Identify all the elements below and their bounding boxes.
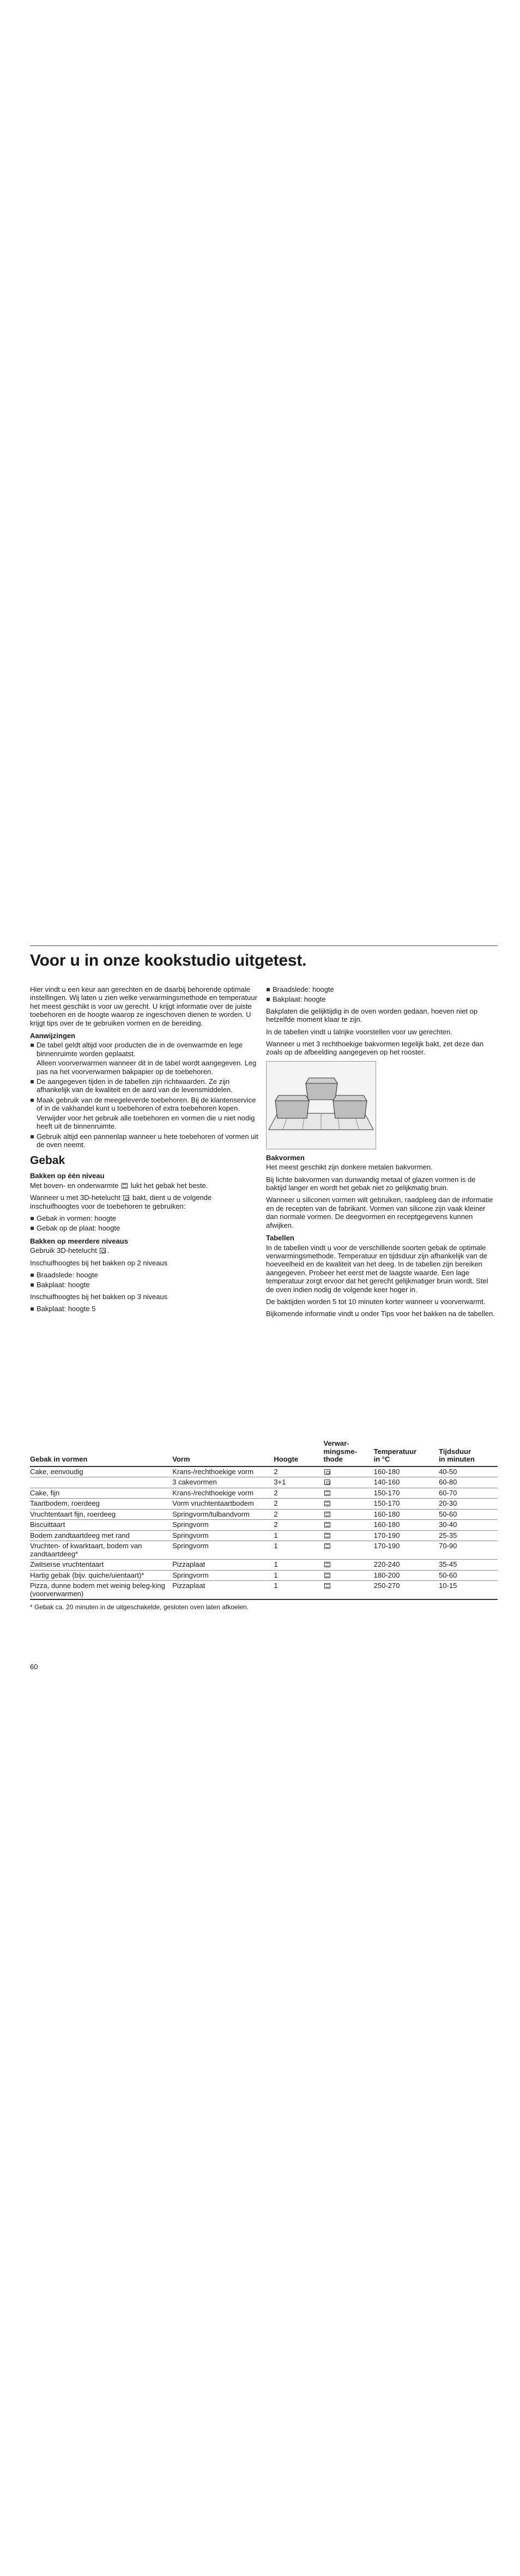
top-bottom-heat-icon [122, 1183, 128, 1189]
list-item-text: Gebruik altijd een pannenlap wanneer u hete toebehoren of vormen uit de oven neemt. [37, 1132, 258, 1149]
table-row [30, 1499, 498, 1510]
table-row [30, 1560, 498, 1571]
table-cell-temp: 150-170 [374, 1488, 439, 1499]
table-cell-temp: 170-190 [374, 1530, 439, 1541]
table-row [30, 1509, 498, 1520]
niveau1-paragraph-2 [30, 1193, 262, 1210]
top-bottom-heat-icon [324, 1490, 330, 1496]
table-cell-time: 35-45 [439, 1560, 498, 1571]
table-cell-vorm: Pizzaplaat [172, 1581, 274, 1600]
table-footnote: * Gebak ca. 20 minuten in de uitgeschakelde, gesloten oven laten afkoelen. [30, 1603, 249, 1611]
baking-tin-middle [306, 1078, 337, 1100]
bakvormen-heading: Bakvormen [266, 1153, 305, 1162]
column-header: Temperatuur in °C [374, 1439, 439, 1466]
hot-air-3d-icon [324, 1469, 330, 1475]
table-cell-temp: 140-160 [374, 1477, 439, 1488]
table-cell-hoogte: 2 [274, 1520, 323, 1531]
table-cell-hoogte: 2 [274, 1499, 323, 1510]
aanwijzingen-list [30, 1041, 262, 1149]
bakvormen-paragraph-2: Bij lichte bakvormen van dunwandig metaal of glazen vormen is de baktijd langer en wordt het gebak niet zo gelijkmatig bruin. [266, 1175, 476, 1192]
heating-method-cell [323, 1466, 373, 1477]
top-bottom-heat-icon [324, 1512, 330, 1517]
table-cell-time: 50-60 [439, 1570, 498, 1581]
table-cell-name: Zwitserse vruchtentaart [30, 1560, 172, 1571]
list-item [30, 1132, 262, 1149]
tabellen-paragraph-1: In de tabellen vindt u voor de verschillende soorten gebak de optimale verwarmingsmethode. Temperatuur en tijdsduur zijn afhankelijk van de hoeveelheid en de kwaliteit van het deeg. In de tabellen zijn bereiken aangegeven. Probeer het eerst met de laagste waarde. Een lage temperatuur zorgt ervoor dat het gerecht gelijkmatiger bruin wordt. Stel de oven indien nodig de volgende keer hoger in. [266, 1243, 488, 1294]
top-bottom-heat-icon [324, 1501, 330, 1506]
table-cell-time: 50-60 [439, 1509, 498, 1520]
table-cell-vorm: Vorm vruchtentaartbodem [172, 1499, 274, 1510]
meerdere-heading: Bakken op meerdere niveaus [30, 1237, 128, 1245]
heating-method-cell [323, 1499, 373, 1510]
bakvormen-paragraph-3: Wanneer u siliconen vormen wilt gebruiken, raadpleeg dan de informatie en de recepten van de fabrikant. Vormen van silicone zijn vaak kleiner dan normale vormen. De deegvormen en receptgegevens kunnen afwijken. [266, 1196, 493, 1229]
baking-tin-right [333, 1095, 367, 1118]
table-cell-hoogte: 2 [274, 1466, 323, 1477]
table-cell-hoogte: 1 [274, 1560, 323, 1571]
table-cell-time: 30-40 [439, 1520, 498, 1531]
heating-method-cell [323, 1509, 373, 1520]
table-cell-vorm: Springvorm [172, 1520, 274, 1531]
top-bottom-heat-icon [324, 1562, 330, 1567]
table-body [30, 1466, 498, 1600]
heating-method-cell [323, 1560, 373, 1571]
list-item-sub: Alleen voorverwarmen wanneer dit in de tabel wordt aangegeven. Leg pas na het voorverwarmen bakpapier op de toebehoren. [37, 1059, 257, 1076]
heating-method-cell [323, 1520, 373, 1531]
right-column [266, 985, 498, 1322]
top-bottom-heat-icon [324, 1583, 330, 1589]
heating-method-cell [323, 1541, 373, 1560]
table-row [30, 1581, 498, 1600]
table-cell-temp: 180-200 [374, 1570, 439, 1581]
table-cell-temp: 220-240 [374, 1560, 439, 1571]
table-row [30, 1541, 498, 1560]
text-span: Met boven- en onderwarmte [30, 1181, 119, 1190]
table-cell-hoogte: 1 [274, 1581, 323, 1600]
column-header: Verwar- mingsme- thode [323, 1439, 373, 1466]
table-cell-vorm: Krans-/rechthoekige vorm [172, 1488, 274, 1499]
table-cell-name: Cake, fijn [30, 1488, 172, 1499]
table-cell-name: Hartig gebak (bijv. quiche/uientaart)* [30, 1570, 172, 1581]
table-cell-temp: 160-180 [374, 1509, 439, 1520]
table-cell-name: Vruchtentaart fijn, roerdeeg [30, 1509, 172, 1520]
heating-method-cell [323, 1477, 373, 1488]
list-item: Bakplaat: hoogte 5 [30, 1305, 262, 1313]
table-cell-time: 10-15 [439, 1581, 498, 1600]
table-cell-hoogte: 1 [274, 1530, 323, 1541]
table-cell-vorm: Springvorm [172, 1541, 274, 1560]
table-cell-hoogte: 1 [274, 1541, 323, 1560]
table-row [30, 1466, 498, 1477]
niveau1-list [30, 1214, 262, 1233]
meerdere-paragraph-1 [30, 1246, 262, 1254]
table-cell-vorm: Springvorm/tulbandvorm [172, 1509, 274, 1520]
table-cell-vorm: Pizzaplaat [172, 1560, 274, 1571]
table-cell-time: 70-90 [439, 1541, 498, 1560]
table-cell-time: 40-50 [439, 1466, 498, 1477]
table-cell-hoogte: 2 [274, 1488, 323, 1499]
bakvormen-paragraph-1: Het meest geschikt zijn donkere metalen bakvormen. [266, 1163, 433, 1172]
table-cell-name: Biscuittaart [30, 1520, 172, 1531]
column-header: Tijdsduur in minuten [439, 1439, 498, 1466]
niveau1-heading: Bakken op één niveau [30, 1172, 105, 1180]
table-cell-temp: 250-270 [374, 1581, 439, 1600]
text-span: lukt het gebak het beste. [130, 1181, 208, 1190]
list-item: Bakplaat: hoogte [30, 1281, 262, 1289]
top-bottom-heat-icon [324, 1543, 330, 1549]
table-cell-time: 60-70 [439, 1488, 498, 1499]
table-cell-name [30, 1477, 172, 1488]
table-cell-hoogte: 1 [274, 1570, 323, 1581]
list-item: Braadslede: hoogte [30, 1271, 262, 1279]
left-column [30, 985, 262, 1317]
right-top-list [266, 985, 498, 1004]
table-row [30, 1488, 498, 1499]
text-span: Wanneer u met 3D-hetelucht [30, 1193, 120, 1202]
table-cell-temp: 150-170 [374, 1499, 439, 1510]
table-cell-hoogte: 3+1 [274, 1477, 323, 1488]
list-item [30, 1077, 262, 1094]
list-item [30, 1041, 262, 1076]
table-cell-temp: 160-180 [374, 1520, 439, 1531]
aanwijzingen-heading: Aanwijzingen [30, 1032, 76, 1040]
table-cell-temp: 170-190 [374, 1541, 439, 1560]
table-cell-temp: 160-180 [374, 1466, 439, 1477]
table-row [30, 1520, 498, 1531]
top-bottom-heat-icon [324, 1533, 330, 1538]
tabellen-paragraph-3: Bijkomende informatie vindt u onder Tips voor het bakken na de tabellen. [266, 1310, 495, 1318]
list-item-text: De aangegeven tijden in de tabellen zijn richtwaarden. Ze zijn afhankelijk van de kwaliteit en de aard van de levensmiddelen. [37, 1077, 233, 1094]
table-cell-name: Cake, eenvoudig [30, 1466, 172, 1477]
table-cell-time: 60-80 [439, 1477, 498, 1488]
table-cell-time: 25-35 [439, 1530, 498, 1541]
meerdere-list-2 [30, 1271, 262, 1289]
tabellen-paragraph-2: De baktijden worden 5 tot 10 minuten korter wanneer u voorverwarmt. [266, 1297, 486, 1306]
baking-table [30, 1439, 498, 1600]
column-header: Hoogte [274, 1439, 323, 1466]
list-item [30, 1096, 262, 1131]
baking-tin-left [275, 1095, 309, 1118]
table-cell-name: Bodem zandtaartdeeg met rand [30, 1530, 172, 1541]
niveau1-paragraph-1 [30, 1181, 262, 1190]
list-item-text: De tabel geldt altijd voor producten die in de ovenwarmde en lege binnenruimte worden geplaatst. [37, 1041, 243, 1058]
heating-method-cell [323, 1570, 373, 1581]
list-item-sub: Verwijder voor het gebruik alle toebehoren en vormen die u niet nodig heeft uit de binnenruimte. [37, 1113, 255, 1131]
text-span: . [107, 1246, 110, 1255]
list-item: Gebak op de plaat: hoogte [30, 1224, 262, 1232]
table-cell-vorm: Krans-/rechthoekige vorm [172, 1466, 274, 1477]
top-bottom-heat-icon [324, 1522, 330, 1528]
title-rule [30, 945, 498, 946]
heating-method-cell [323, 1581, 373, 1600]
table-cell-name: Taartbodem, roerdeeg [30, 1499, 172, 1510]
baking-tins-illustration [266, 1061, 376, 1149]
list-item-text: Maak gebruik van de meegeleverde toebehoren. Bij de klantenservice of in de vakhandel kunt u toebehoren of extra toebehoren kopen. [37, 1095, 256, 1113]
hot-air-3d-icon [123, 1195, 129, 1201]
column-header: Vorm [172, 1439, 274, 1466]
hot-air-3d-icon [324, 1480, 330, 1485]
intro-paragraph: Hier vindt u een keur aan gerechten en de daarbij behorende optimale instellingen. Wij laten u zien welke verwarmingsmethode en temperatuur het meest geschikt is voor uw gerecht. U krijgt informatie over de juiste toebehoren en de hoogte waarop ze ingeschoven dienen te worden. U krijgt tips over de te gebruiken vormen en de bereiding. [30, 985, 257, 1027]
table-header-row [30, 1439, 498, 1466]
column-header: Gebak in vormen [30, 1439, 172, 1466]
page-title: Voor u in onze kookstudio uitgetest. [30, 951, 307, 969]
list-item: Braadslede: hoogte [266, 985, 498, 993]
table-cell-name: Vruchten- of kwarktaart, bodem van zandtaartdeeg* [30, 1541, 172, 1560]
meerdere-list-3 [30, 1305, 262, 1313]
table-cell-time: 20-30 [439, 1499, 498, 1510]
table-row [30, 1477, 498, 1488]
text-span: Gebruik 3D-hetelucht [30, 1246, 97, 1255]
right-paragraph-3: Wanneer u met 3 rechthoekige bakvormen tegelijk bakt, zet deze dan zoals op de afbeelding aangegeven op het rooster. [266, 1040, 484, 1057]
text-span: bakt, dient u de volgende inschuifhoogtes voor de toebehoren te gebruiken: [30, 1193, 212, 1210]
table-cell-vorm: Springvorm [172, 1570, 274, 1581]
list-item: Bakplaat: hoogte [266, 995, 498, 1003]
table-row [30, 1570, 498, 1581]
table-cell-vorm: Springvorm [172, 1530, 274, 1541]
right-paragraph-1: Bakplaten die gelijktijdig in de oven worden gedaan, hoeven niet op hetzelfde moment klaar te zijn. [266, 1007, 478, 1024]
meerdere-paragraph-2: Inschuifhoogtes bij het bakken op 2 niveaus [30, 1258, 168, 1267]
gebak-heading: Gebak [30, 1154, 65, 1167]
page-number: 60 [30, 1663, 38, 1671]
tabellen-heading: Tabellen [266, 1234, 294, 1242]
baking-table-section [30, 1439, 498, 1611]
table-cell-name: Pizza, dunne bodem met weinig beleg-king (voorverwarmen) [30, 1581, 172, 1600]
heating-method-cell [323, 1488, 373, 1499]
heating-method-cell [323, 1530, 373, 1541]
top-bottom-heat-icon [324, 1573, 330, 1578]
list-item: Gebak in vormen: hoogte [30, 1214, 262, 1222]
rack-with-three-tins-drawing [267, 1062, 376, 1149]
hot-air-3d-icon [100, 1248, 106, 1253]
table-cell-vorm: 3 cakevormen [172, 1477, 274, 1488]
table-cell-hoogte: 2 [274, 1509, 323, 1520]
meerdere-paragraph-3: Inschuifhoogtes bij het bakken op 3 niveaus [30, 1292, 168, 1301]
right-paragraph-2: In de tabellen vindt u talrijke voorstellen voor uw gerechten. [266, 1027, 452, 1036]
table-row [30, 1530, 498, 1541]
